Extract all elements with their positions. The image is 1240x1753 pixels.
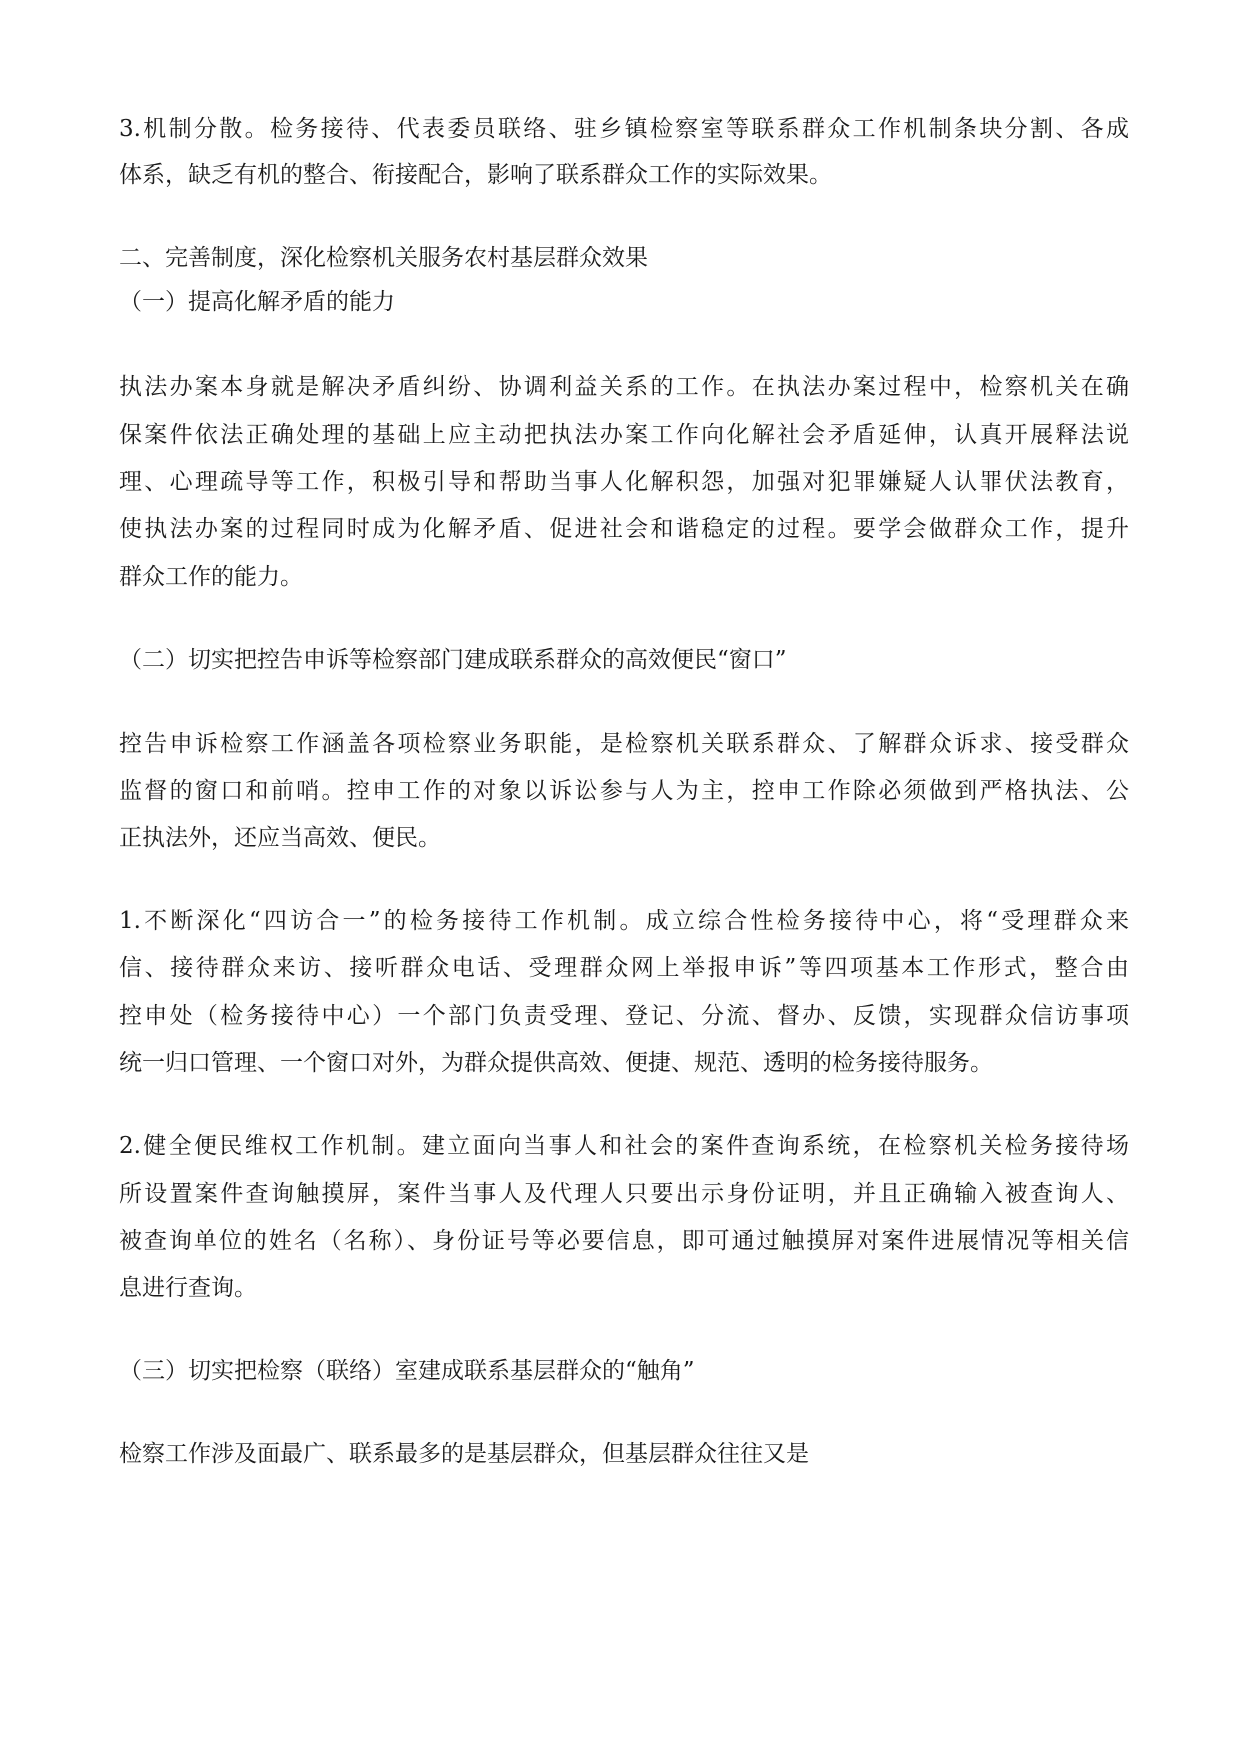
text-line: 正执法外，还应当高效、便民。 [119,825,441,851]
subsection-heading: （一）提高化解矛盾的能力 [119,289,395,315]
text-line: 群众工作的能力。 [119,564,303,590]
text-line: 控告申诉检察工作涵盖各项检察业务职能，是检察机关联系群众、了解群众诉求、接受群众 [119,731,1129,757]
text-line: 理、心理疏导等工作，积极引导和帮助当事人化解积怨，加强对犯罪嫌疑人认罪伏法教育， [119,469,1129,495]
text-line: 统一归口管理、一个窗口对外，为群众提供高效、便捷、规范、透明的检务接待服务。 [119,1050,993,1076]
text-line: 1.不断深化“四访合一”的检务接待工作机制。成立综合性检务接待中心，将“受理群众来 [119,908,1129,934]
text-line: 2.健全便民维权工作机制。建立面向当事人和社会的案件查询系统，在检察机关检务接待场 [119,1133,1129,1159]
text-line: 监督的窗口和前哨。控申工作的对象以诉讼参与人为主，控申工作除必须做到严格执法、公 [119,778,1129,804]
text-line: 体系，缺乏有机的整合、衔接配合，影响了联系群众工作的实际效果。 [119,162,832,188]
text-line: 检察工作涉及面最广、联系最多的是基层群众，但基层群众往往又是 [119,1441,809,1467]
text-line: 控申处（检务接待中心）一个部门负责受理、登记、分流、督办、反馈，实现群众信访事项 [119,1003,1129,1029]
subsection-heading: （二）切实把控告申诉等检察部门建成联系群众的高效便民“窗口” [119,647,787,673]
text-line: 使执法办案的过程同时成为化解矛盾、促进社会和谐稳定的过程。要学会做群众工作，提升 [119,516,1129,542]
text-line: 被查询单位的姓名（名称）、身份证号等必要信息，即可通过触摸屏对案件进展情况等相关信 [119,1228,1129,1254]
text-line: 执法办案本身就是解决矛盾纠纷、协调利益关系的工作。在执法办案过程中，检察机关在确 [119,374,1129,400]
text-line: 信、接待群众来访、接听群众电话、受理群众网上举报申诉”等四项基本工作形式，整合由 [119,955,1129,981]
text-line: 息进行查询。 [119,1275,257,1301]
section-heading: 二、完善制度，深化检察机关服务农村基层群众效果 [119,245,648,271]
subsection-heading: （三）切实把检察（联络）室建成联系基层群众的“触角” [119,1358,695,1384]
text-line: 保案件依法正确处理的基础上应主动把执法办案工作向化解社会矛盾延伸，认真开展释法说 [119,422,1129,448]
text-line: 3.机制分散。检务接待、代表委员联络、驻乡镇检察室等联系群众工作机制条块分割、各成 [119,116,1129,142]
text-line: 所设置案件查询触摸屏，案件当事人及代理人只要出示身份证明，并且正确输入被查询人、 [119,1181,1129,1207]
